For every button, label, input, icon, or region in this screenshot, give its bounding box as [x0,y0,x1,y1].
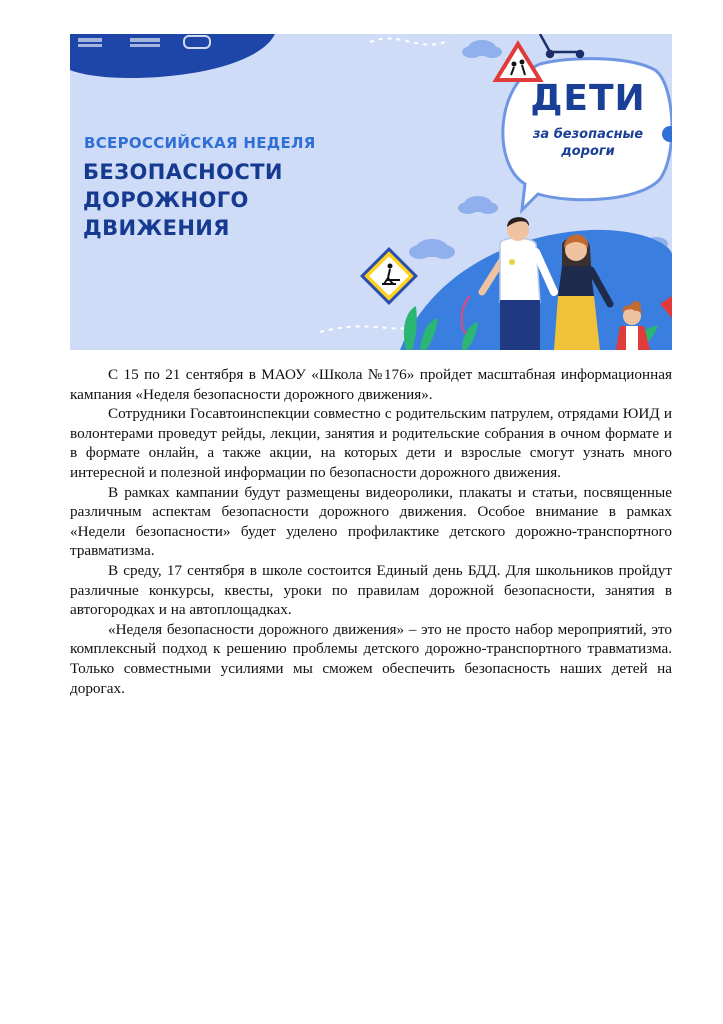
ministry-logo [78,44,102,47]
partner-logos [70,34,250,70]
banner-title-line: ДВИЖЕНИЯ [83,216,230,240]
bubble-subtitle-line: за безопасные [532,127,644,142]
bubble-title: ДЕТИ [530,78,646,119]
bubble-subtitle-line: дороги [561,144,615,159]
children-warning-sign-icon [496,44,540,80]
banner-title [83,158,283,242]
pedestrian-crossing-sign-icon [362,249,416,303]
ministry-logo [78,38,102,42]
article-paragraph: «Неделя безопасности дорожного движения» – это не просто набор мероприятий, это комплексный подход к решению проблемы детского дорожно-транспортного травматизма. Только совместными усилиями мы сможем обеспечить безопасность наших детей на дорогах. [70,620,672,697]
cloud-icon [462,40,502,58]
cloud-icon [458,196,498,214]
ministry-logo [130,44,160,47]
banner-title-line: ДОРОЖНОГО [83,188,249,212]
article-body [70,365,672,698]
banner-title-line: БЕЗОПАСНОСТИ [83,160,283,184]
partner-logo-icon [184,36,210,48]
dotted-line [370,39,450,45]
article-paragraph: С 15 по 21 сентября в МАОУ «Школа №176» пройдет масштабная информационная кампания «Неделя безопасности дорожного движения». [70,366,672,403]
scooter-icon [540,34,583,57]
article-paragraph: Сотрудники Госавтоинспекции совместно с родительским патрулем, отрядами ЮИД и волонтерами проведут рейды, лекции, занятия и родительские собрания в очном формате и в формате онлайн, а также акции, на которых дети и взрослые смогут узнать много интересной и полезной информации по безопасности дорожного движения. [70,405,672,481]
article-paragraph: В среду, 17 сентября в школе состоится Единый день БДД. Для школьников пройдут различные конкурсы, квесты, уроки по правилам дорожной безопасности, занятия в автогородках и на автоплощадках. [70,561,672,619]
banner-subtitle: ВСЕРОССИЙСКАЯ НЕДЕЛЯ [84,134,316,152]
cloud-icon [409,239,455,259]
article-paragraph: В рамках кампании будут размещены видеоролики, плакаты и статьи, посвященные различным аспектам безопасности дорожного движения. Особое внимание в рамках «Недели безопасности» будет уделено профилактике детского дорожно-транспортного травматизма. [70,483,672,560]
ministry-logo [130,38,160,42]
bubble-subtitle [526,126,650,160]
campaign-banner [70,34,672,350]
